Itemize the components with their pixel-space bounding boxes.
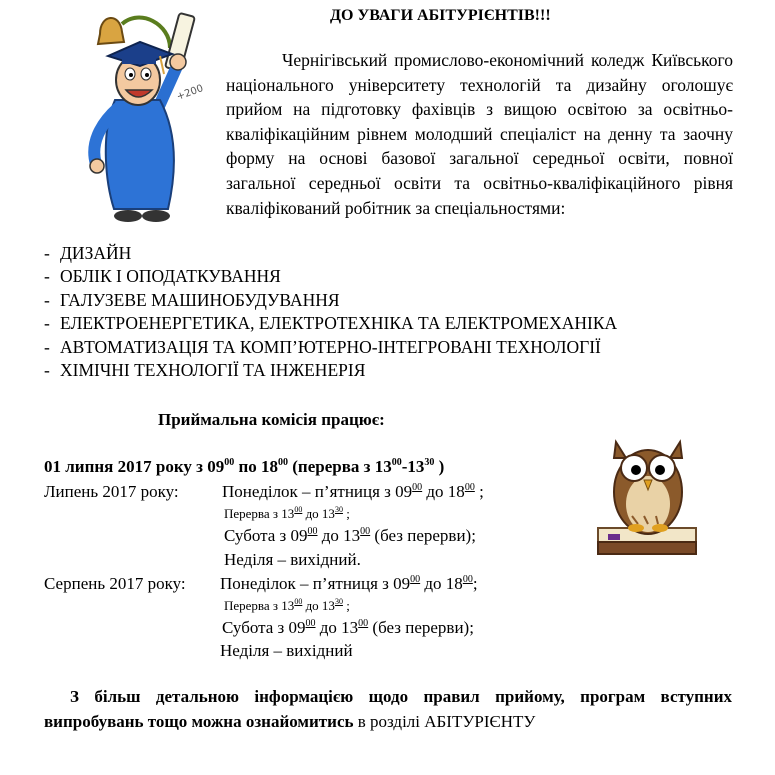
august-saturday: Субота з $09^{00}$ до $13^{00}$ (без перерви); [222,618,474,637]
list-item: - АВТОМАТИЗАЦІЯ ТА КОМП’ЮТЕРНО-ІНТЕГРОВАНІ ТЕХНОЛОГІЇ [44,336,617,359]
list-item: - ХІМІЧНІ ТЕХНОЛОГІЇ ТА ІНЖЕНЕРІЯ [44,359,617,382]
list-item: - ОБЛІК І ОПОДАТКУВАННЯ [44,265,617,288]
footer-paragraph [44,684,732,734]
graduate-sign-text: +200 [175,83,205,103]
footer-bold-text: З більш детальною інформацією щодо правил прийому, програм вступних випробувань тощо можна ознайомитись [44,687,732,731]
july-saturday: Субота з $09^{00}$ до $13^{00}$ (без перерви); [224,526,476,545]
july-sunday: Неділя – вихідний. [224,550,361,569]
july-label: Липень 2017 року: [44,482,179,501]
august-label: Серпень 2017 року: [44,574,186,593]
list-item: - ДИЗАЙН [44,242,617,265]
august-weekdays: Понеділок – п’ятниця з $09^{00}$ до $18^{00}$; [220,574,478,593]
list-item: - ЕЛЕКТРОЕНЕРГЕТИКА, ЕЛЕКТРОТЕХНІКА ТА ЕЛЕКТРОМЕХАНІКА [44,312,617,335]
specialties-list [44,242,617,382]
page-title: ДО УВАГИ АБІТУРІЄНТІВ!!! [330,7,551,24]
intro-text: Чернігівський промислово-економічний коледж Київського національного університету технологій та дизайну оголошує прийом на підготовку фахівців з вищою освітою за освітньо-кваліфікаційним рівнем молодший спеціаліст на денну та заочну форму на основі базової загальної середньої освіти, повної загальної середньої освіти та освітньо-кваліфікаційного рівня кваліфікований робітник за спеціальностями: [226,50,733,218]
start-date-line: 01 липня 2017 року з $09^{00}$ по $18^{00}$ (перерва з $13^{00}-13^{30}$ ) [44,457,445,476]
august-break: Перерва з $13^{00}$ до $13^{30}$ ; [224,597,350,613]
owl-illustration [592,424,702,562]
intro-paragraph [226,48,733,220]
july-weekdays: Понеділок – п’ятниця з $09^{00}$ до $18^{00}$ ; [222,482,484,501]
footer-text: в розділі АБІТУРІЄНТУ [353,712,536,731]
august-sunday: Неділя – вихідний [220,641,353,660]
graduate-illustration [60,4,210,234]
commission-heading: Приймальна комісія працює: [158,410,385,429]
july-break: Перерва з $13^{00}$ до $13^{30}$ ; [224,505,350,521]
list-item: - ГАЛУЗЕВЕ МАШИНОБУДУВАННЯ [44,289,617,312]
